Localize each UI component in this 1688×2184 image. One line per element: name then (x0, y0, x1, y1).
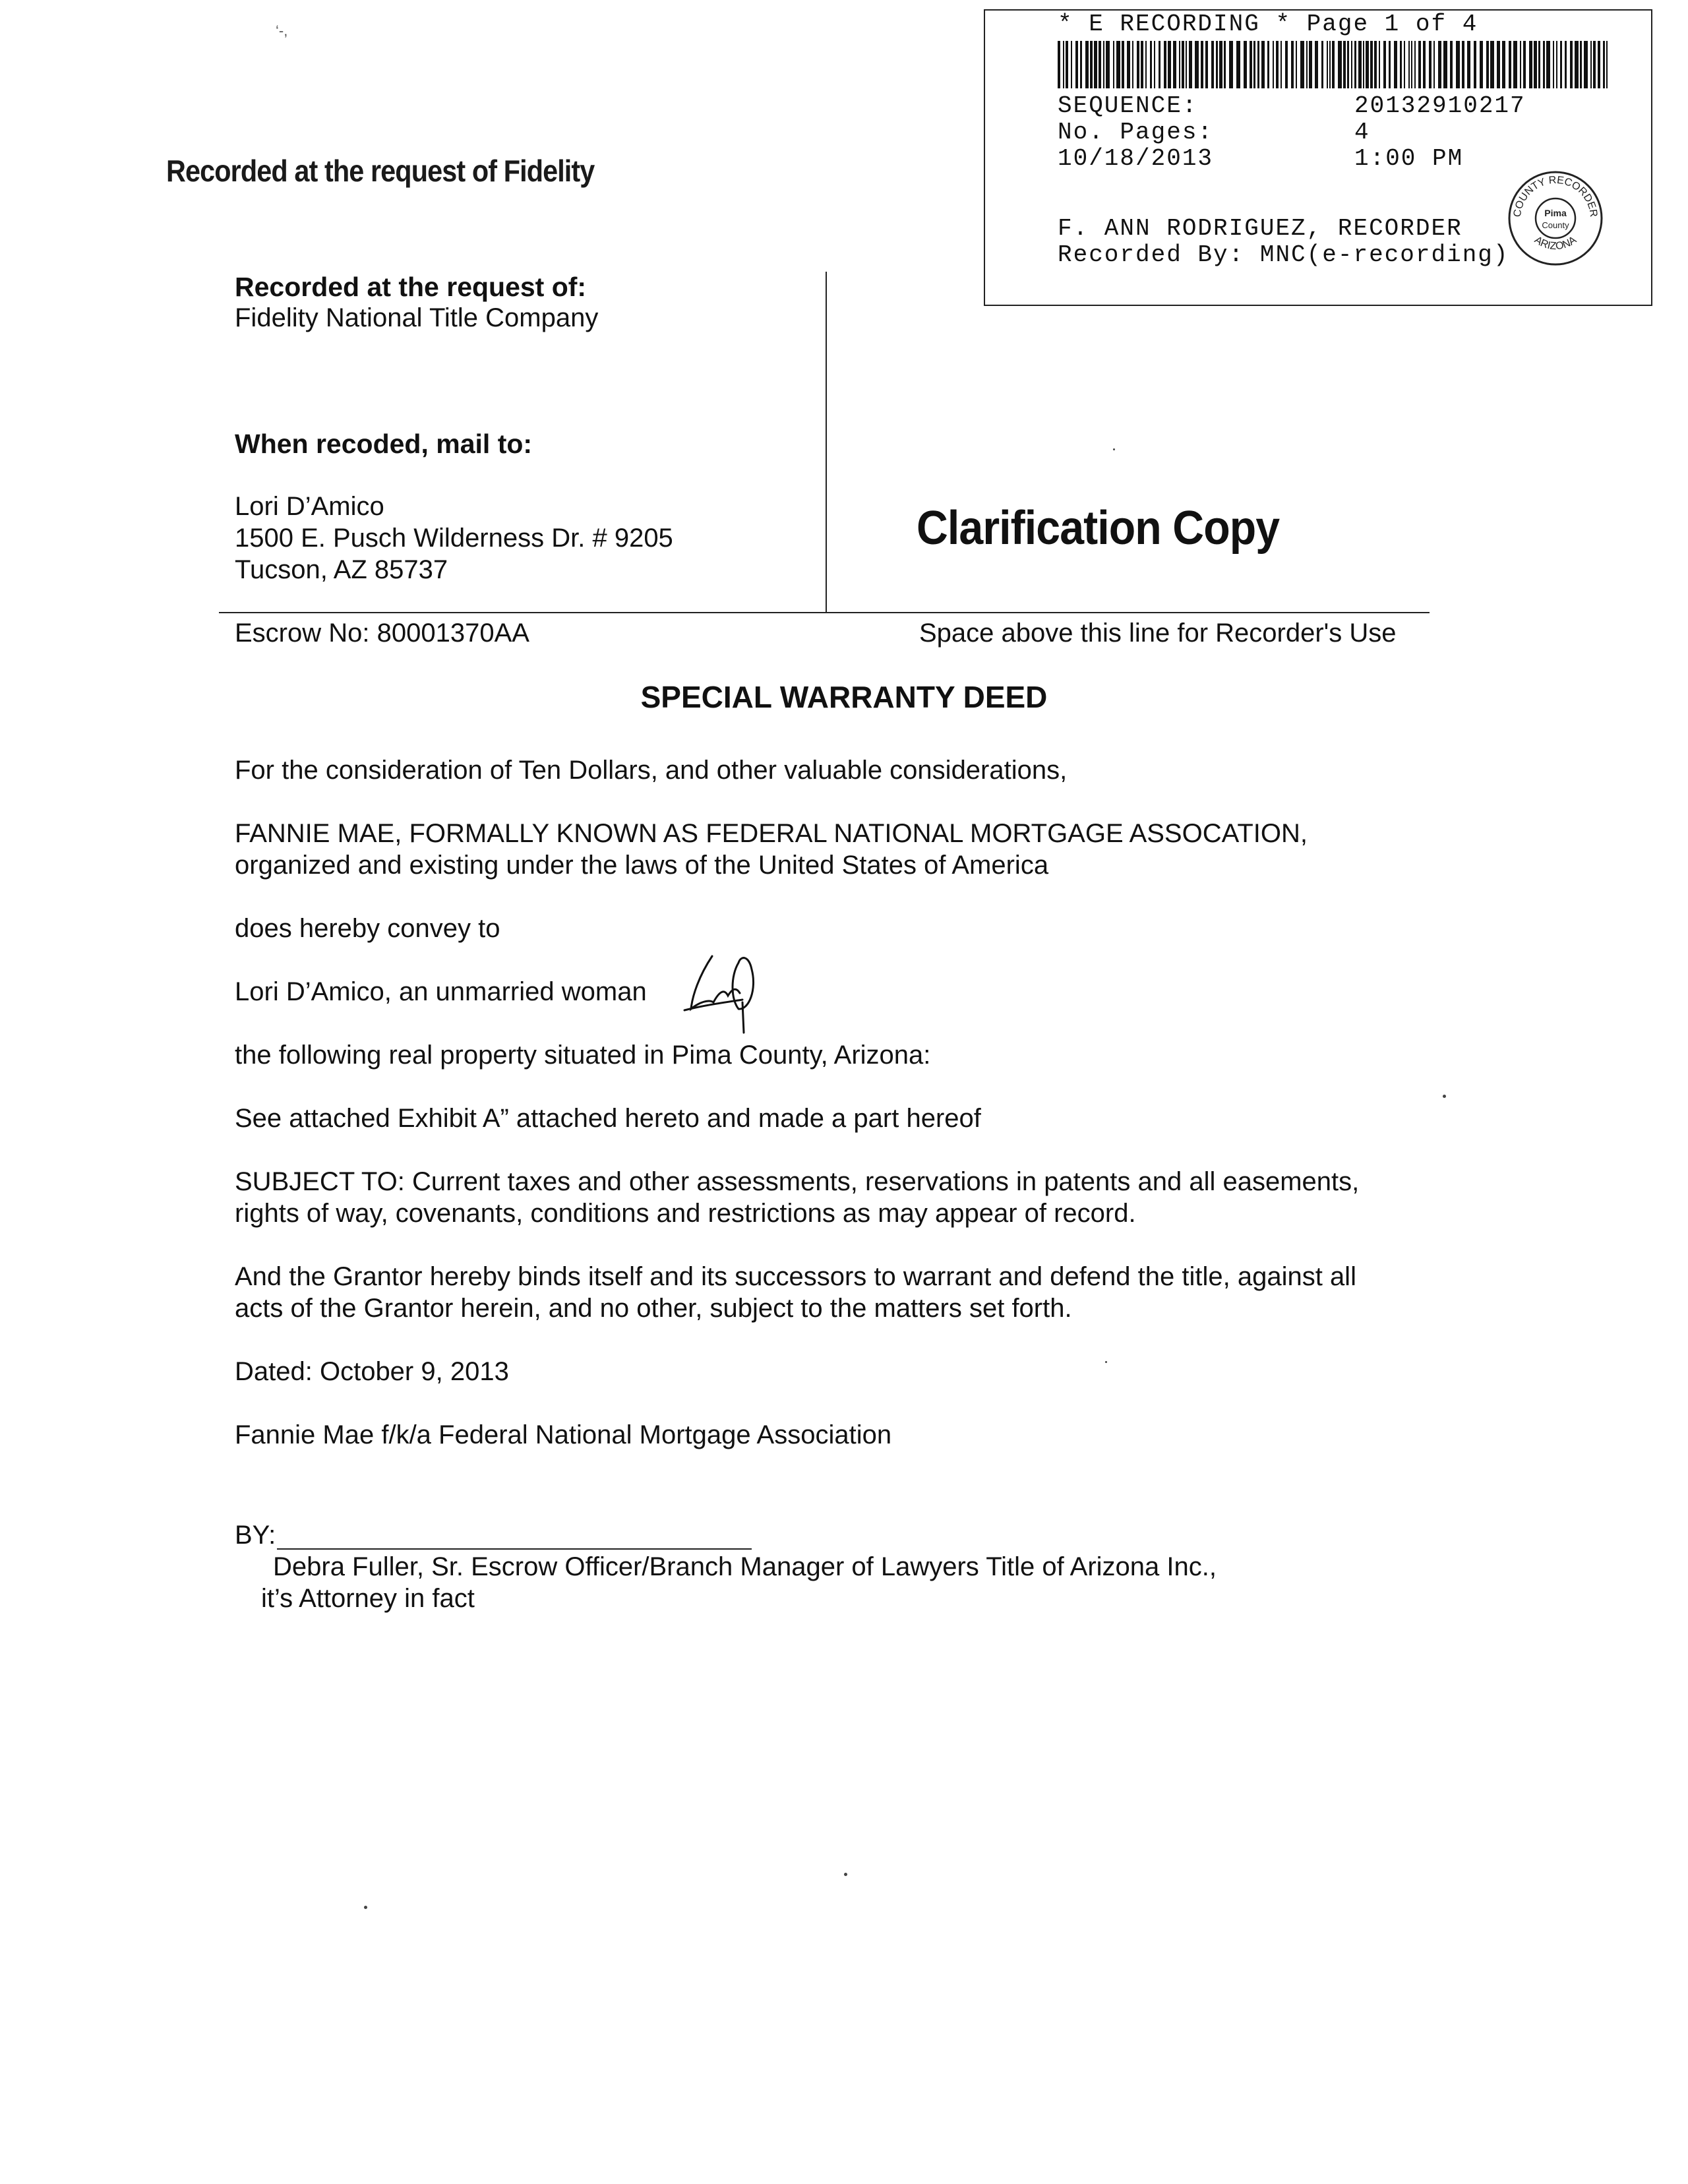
seal-text-county: County (1542, 220, 1569, 230)
barcode-bar (1219, 41, 1222, 88)
barcode-bar (1497, 41, 1500, 88)
barcode-bar (1150, 41, 1152, 88)
barcode-bar (1236, 41, 1240, 88)
barcode-bar (1502, 41, 1505, 88)
dated-text: Dated: October 9, 2013 (235, 1357, 509, 1386)
barcode-bar (1281, 41, 1282, 88)
barcode-bar (1529, 41, 1532, 88)
request-company: Fidelity National Title Company (235, 303, 599, 332)
barcode-bar (1090, 41, 1093, 88)
barcode-bar (1106, 41, 1110, 88)
grantor-line-2: organized and existing under the laws of the United States of America (235, 851, 1049, 880)
barcode-bar (1179, 41, 1180, 88)
barcode-bar (1480, 41, 1483, 88)
barcode-bar (1593, 41, 1596, 88)
barcode-bar (1327, 41, 1328, 88)
barcode-bar (1590, 41, 1592, 88)
recorder-box (984, 9, 1652, 306)
barcode-bar (1400, 41, 1402, 88)
recording-time: 1:00 PM (1354, 145, 1464, 172)
consideration-text: For the consideration of Ten Dollars, and other valuable considerations, (235, 756, 1068, 785)
barcode-bar (1285, 41, 1288, 88)
barcode-bar (1189, 41, 1192, 88)
barcode-bar (1154, 41, 1155, 88)
barcode-bar (1094, 41, 1097, 88)
barcode-bar (1347, 41, 1349, 88)
barcode-bar (1438, 41, 1441, 88)
barcode-bar (1433, 41, 1435, 88)
barcode-bar (1216, 41, 1218, 88)
scan-speck (1105, 1361, 1107, 1363)
barcode-bar (1358, 41, 1362, 88)
barcode-bar (1343, 41, 1346, 88)
barcode-bar (1520, 41, 1521, 88)
barcode-bar (1560, 41, 1562, 88)
barcode-bar (1122, 41, 1124, 88)
barcode-bar (1565, 41, 1567, 88)
barcode-bar (1211, 41, 1214, 88)
barcode-bar (1244, 41, 1247, 88)
barcode-bar (1486, 41, 1489, 88)
barcode-bar (1394, 41, 1397, 88)
barcode-bar (1291, 41, 1294, 88)
barcode-bar (1071, 41, 1072, 88)
barcode-bar (1580, 41, 1582, 88)
request-label: Recorded at the request of: (235, 272, 587, 302)
barcode-bar (1543, 41, 1545, 88)
barcode-bar (1159, 41, 1160, 88)
barcode-bar (1418, 41, 1421, 88)
warrant-line-1: And the Grantor hereby binds itself and its successors to warrant and defend the title, against all (235, 1262, 1356, 1291)
barcode-bar (1103, 41, 1104, 88)
barcode-bar (1370, 41, 1373, 88)
barcode-bar (1575, 41, 1579, 88)
scan-speck (1113, 448, 1115, 450)
barcode-bar (1205, 41, 1208, 88)
recorder-name: F. ANN RODRIGUEZ, RECORDER (1058, 215, 1462, 242)
barcode-bar (1598, 41, 1600, 88)
barcode-bar (1276, 41, 1279, 88)
barcode-bar (1261, 41, 1265, 88)
barcode-bar (1456, 41, 1460, 88)
barcode-bar (1113, 41, 1114, 88)
barcode-bar (1429, 41, 1432, 88)
barcode-bar (1186, 41, 1187, 88)
barcode-icon (1058, 41, 1612, 88)
scan-speck (364, 1906, 367, 1909)
sequence-value: 20132910217 (1354, 92, 1526, 119)
barcode-bar (1404, 41, 1405, 88)
barcode-bar (1414, 41, 1416, 88)
barcode-bar (1443, 41, 1447, 88)
seal-text-pima: Pima (1544, 208, 1567, 218)
grantor-line-1: FANNIE MAE, FORMALLY KNOWN AS FEDERAL NATIONAL MORTGAGE ASSOCATION, (235, 819, 1308, 848)
barcode-bar (1300, 41, 1304, 88)
pages-label: No. Pages: (1058, 119, 1214, 146)
barcode-bar (1058, 41, 1060, 88)
recorder-use-line (219, 612, 1430, 613)
barcode-bar (1229, 41, 1233, 88)
barcode-bar (1534, 41, 1537, 88)
barcode-bar (1538, 41, 1540, 88)
barcode-bar (1168, 41, 1171, 88)
barcode-bar (1099, 41, 1101, 88)
barcode-bar (1141, 41, 1143, 88)
grantor-entity: Fannie Mae f/k/a Federal National Mortgage Association (235, 1420, 892, 1449)
sequence-label: SEQUENCE: (1058, 92, 1198, 119)
barcode-bar (1603, 41, 1605, 88)
barcode-bar (1250, 41, 1252, 88)
county-seal-icon (1506, 169, 1605, 268)
barcode-bar (1296, 41, 1297, 88)
barcode-bar (1267, 41, 1269, 88)
barcode-bar (1553, 41, 1554, 88)
barcode-bar (1509, 41, 1511, 88)
request-stamp: Recorded at the request of Fidelity (166, 154, 595, 188)
stray-mark: ‘-, (276, 22, 288, 39)
signer-capacity: it’s Attorney in fact (261, 1584, 475, 1613)
initials-signature-icon (673, 936, 791, 1035)
barcode-bar (1321, 41, 1323, 88)
recording-header: * E RECORDING * Page 1 of 4 (1058, 11, 1478, 38)
barcode-bar (1379, 41, 1380, 88)
barcode-bar (1366, 41, 1369, 88)
barcode-bar (1363, 41, 1364, 88)
barcode-bar (1556, 41, 1557, 88)
barcode-bar (1546, 41, 1550, 88)
mail-to-label: When recoded, mail to: (235, 429, 533, 459)
barcode-bar (1173, 41, 1176, 88)
exhibit-text: See attached Exhibit A” attached hereto and made a part hereof (235, 1104, 981, 1133)
barcode-bar (1085, 41, 1089, 88)
barcode-bar (1338, 41, 1342, 88)
by-label: BY: (235, 1521, 276, 1550)
mail-to-address2: Tucson, AZ 85737 (235, 555, 448, 584)
barcode-bar (1374, 41, 1377, 88)
scan-speck (1443, 1095, 1446, 1098)
barcode-bar (1351, 41, 1352, 88)
barcode-bar (1584, 41, 1588, 88)
property-text: the following real property situated in Pima County, Arizona: (235, 1041, 931, 1070)
barcode-bar (1523, 41, 1526, 88)
barcode-bar (1145, 41, 1147, 88)
barcode-bar (1606, 41, 1608, 88)
barcode-bar (1182, 41, 1184, 88)
barcode-bar (1389, 41, 1391, 88)
barcode-bar (1080, 41, 1082, 88)
signature-line (277, 1548, 752, 1550)
barcode-bar (1253, 41, 1255, 88)
recorded-by: Recorded By: MNC(e-recording) (1058, 241, 1509, 268)
barcode-bar (1383, 41, 1386, 88)
barcode-bar (1411, 41, 1412, 88)
column-divider (826, 272, 827, 613)
subject-line-2: rights of way, covenants, conditions and restrictions as may appear of record. (235, 1199, 1136, 1228)
barcode-bar (1332, 41, 1335, 88)
barcode-bar (1570, 41, 1573, 88)
barcode-bar (1474, 41, 1476, 88)
barcode-bar (1315, 41, 1318, 88)
barcode-bar (1063, 41, 1064, 88)
barcode-bar (1490, 41, 1494, 88)
barcode-bar (1273, 41, 1274, 88)
clarification-stamp: Clarification Copy (917, 502, 1280, 555)
seal-text-top: COUNTY RECORDER (1511, 174, 1600, 218)
barcode-bar (1329, 41, 1331, 88)
barcode-bar (1450, 41, 1453, 88)
barcode-bar (1116, 41, 1120, 88)
barcode-bar (1306, 41, 1308, 88)
pages-value: 4 (1354, 119, 1370, 146)
recorder-use-note: Space above this line for Recorder's Use (919, 619, 1397, 648)
barcode-bar (1137, 41, 1139, 88)
barcode-bar (1127, 41, 1130, 88)
signer-title: Debra Fuller, Sr. Escrow Officer/Branch Manager of Lawyers Title of Arizona Inc., (273, 1552, 1217, 1581)
mail-to-name: Lori D’Amico (235, 492, 384, 521)
warrant-line-2: acts of the Grantor herein, and no other, subject to the matters set forth. (235, 1294, 1072, 1323)
barcode-bar (1354, 41, 1356, 88)
escrow-number: Escrow No: 80001370AA (235, 619, 529, 648)
barcode-bar (1164, 41, 1166, 88)
subject-line-1: SUBJECT TO: Current taxes and other assessments, reservations in patents and all easements, (235, 1167, 1360, 1196)
seal-text-bottom: ARIZONA (1532, 234, 1579, 253)
scan-speck (844, 1873, 847, 1876)
recording-date: 10/18/2013 (1058, 145, 1214, 172)
barcode-bar (1201, 41, 1203, 88)
barcode-bar (1257, 41, 1259, 88)
barcode-bar (1423, 41, 1426, 88)
barcode-bar (1309, 41, 1312, 88)
barcode-bar (1066, 41, 1068, 88)
barcode-bar (1132, 41, 1133, 88)
barcode-bar (1513, 41, 1517, 88)
barcode-bar (1075, 41, 1078, 88)
barcode-bar (1408, 41, 1410, 88)
grantee-text: Lori D’Amico, an unmarried woman (235, 977, 647, 1006)
barcode-bar (1462, 41, 1464, 88)
barcode-bar (1467, 41, 1470, 88)
convey-text: does hereby convey to (235, 914, 500, 943)
barcode-bar (1195, 41, 1199, 88)
document-title: SPECIAL WARRANTY DEED (640, 680, 1048, 714)
barcode-bar (1224, 41, 1226, 88)
mail-to-address1: 1500 E. Pusch Wilderness Dr. # 9205 (235, 524, 673, 553)
